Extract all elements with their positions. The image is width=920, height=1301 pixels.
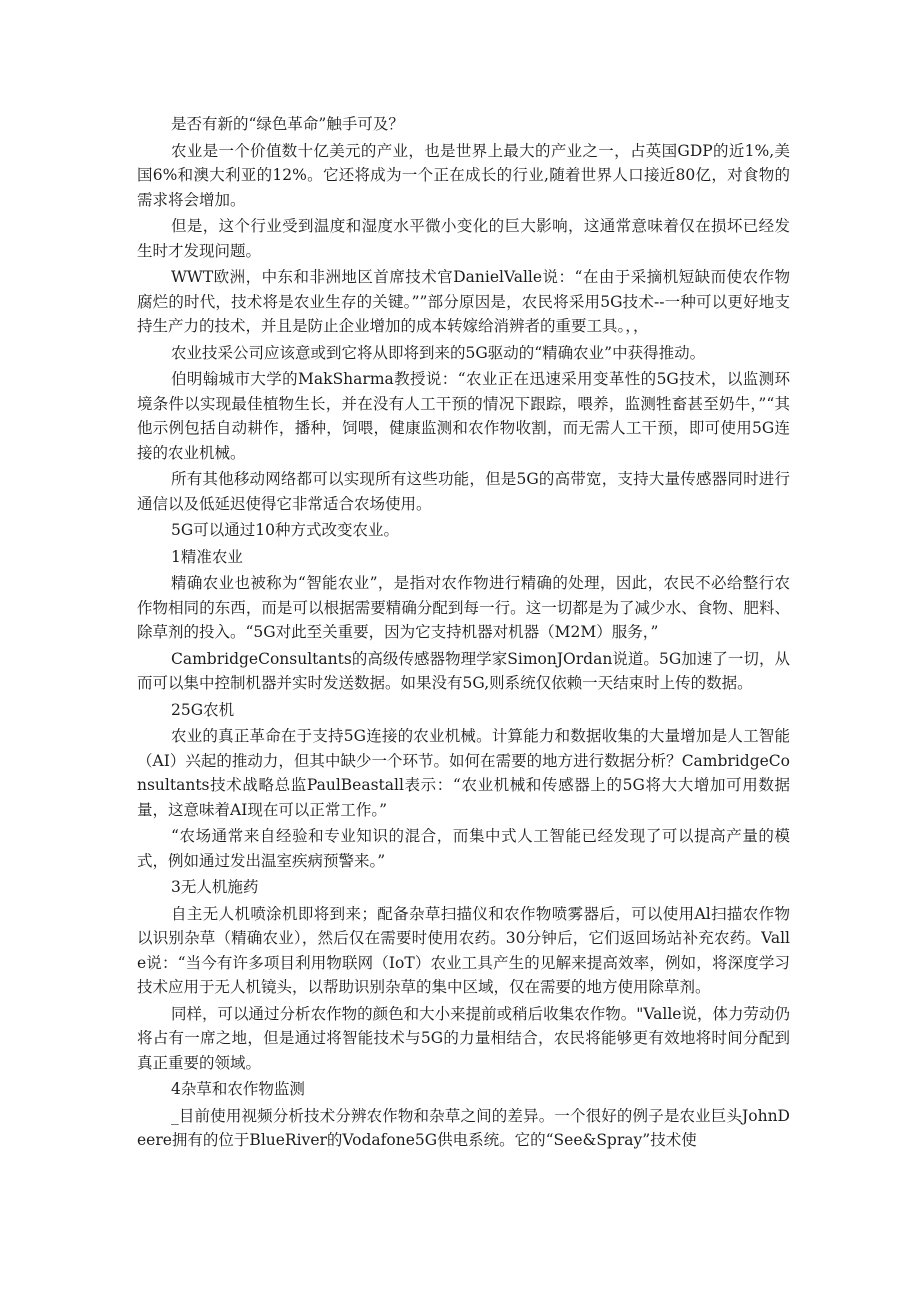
paragraph: 但是，这个行业受到温度和湿度水平微小变化的巨大影响，这通常意味着仅在损坏已经发生时才发现问题。: [137, 217, 790, 260]
paragraph: 自主无人机喷涂机即将到来；配备杂草扫描仪和农作物喷雾器后，可以使用Al扫描农作物以识别杂草（精确农业），然后仅在需要时使用农药。30分钟后，它们返回场站补充农药。Valle说：“当今有许多项目利用物联网（IoT）农业工具产生的见解来提高效率，例如，将深度学习技术应用于无人机镜头，以帮助识别杂草的集中区域，仅在需要的地方使用除草剂。: [137, 904, 790, 996]
paragraph: CambridgeConsultants的高级传感器物理学家SimonJOrdan说道。5G加速了一切，从而可以集中控制机器并实时发送数据。如果没有5G,则系统仅依赖一天结束时上传的数据。: [137, 649, 790, 692]
document-title: 是否有新的“绿色革命”触手可及？: [171, 115, 404, 133]
paragraph: 所有其他移动网络都可以实现所有这些功能，但是5G的高带宽，支持大量传感器同时进行通信以及低延迟使得它非常适合农场使用。: [137, 470, 790, 513]
section-heading-drone-spraying: 3无人机施药: [171, 878, 259, 896]
section-heading-precision-agriculture: 1精准农业: [171, 547, 243, 566]
paragraph: 农业技采公司应该意或到它将从即将到来的5G驱动的“精确农业”中获得推动。: [171, 343, 706, 362]
section-heading-5g-machinery: 25G农机: [171, 700, 235, 719]
paragraph: 农业的真正革命在于支持5G连接的农业机械。计算能力和数据收集的大量增加是人工智能（AI）兴起的推动力，但其中缺少一个环节。如何在需要的地方进行数据分析？CambridgeConsultants技术战略总监PaulBeastall表示：“农业机械和传感器上的5G将大大增加可用数据量，这意味着AI现在可以正常工作。”: [137, 727, 790, 819]
paragraph: “农场通常来自经验和专业知识的混合，而集中式人工智能已经发现了可以提高产量的模式，例如通过发出温室疾病预警来。”: [137, 827, 790, 870]
section-heading-weed-crop-monitoring: 4杂草和农作物监测: [171, 1080, 305, 1098]
paragraph: 精确农业也被称为“智能农业”，是指对农作物进行精确的处理，因此，农民不必给整行农作物相同的东西，而是可以根据需要精确分配到每一行。这一切都是为了减少水、食物、肥料、除草剂的投入。“5G对此至关重要，因为它支持机器对机器（M2M）服务，”: [137, 574, 790, 641]
paragraph: 同样，可以通过分析农作物的颜色和大小来提前或稍后收集农作物。"Valle说，体力劳动仍将占有一席之地，但是通过将智能技术与5G的力量相结合，农民将能够更有效地将时间分配到真正重要的领域。: [137, 1004, 790, 1072]
paragraph: 农业是一个价值数十亿美元的产业，也是世界上最大的产业之一，占英国GDP的近1%,美国6%和澳大利亚的12%。它还将成为一个正在成长的行业,随着世界人口接近80亿，对食物的需求将会增加。: [137, 141, 790, 209]
paragraph: WWT欧洲，中东和非洲地区首席技术官DanielValle说：“在由于采摘机短缺而使农作物腐烂的时代，技术将是农业生存的关键。””部分原因是，农民将采用5G技术--一种可以更好地支持生产力的技术，并且是防止企业增加的成本转嫁给消辨者的重要工具。，，: [137, 268, 790, 335]
paragraph: 5G可以通过10种方式改变农业。: [171, 521, 399, 539]
paragraph: _目前使用视频分析技术分辨农作物和杂草之间的差异。一个很好的例子是农业巨头JohnDeere拥有的位于BlueRiver的Vodafone5G供电系统。它的“See&Spray”技术使: [137, 1106, 790, 1149]
paragraph: 伯明翰城市大学的MakSharma教授说：“农业正在迅速采用变革性的5G技术，以监测环境条件以实现最佳植物生长，并在没有人工干预的情况下跟踪，喂养，监测牲畜甚至奶牛，”“其他示例包括自动耕作，播种，饲喂，健康监测和农作物收割，而无需人工干预，即可使用5G连接的农业机械。: [137, 370, 790, 462]
